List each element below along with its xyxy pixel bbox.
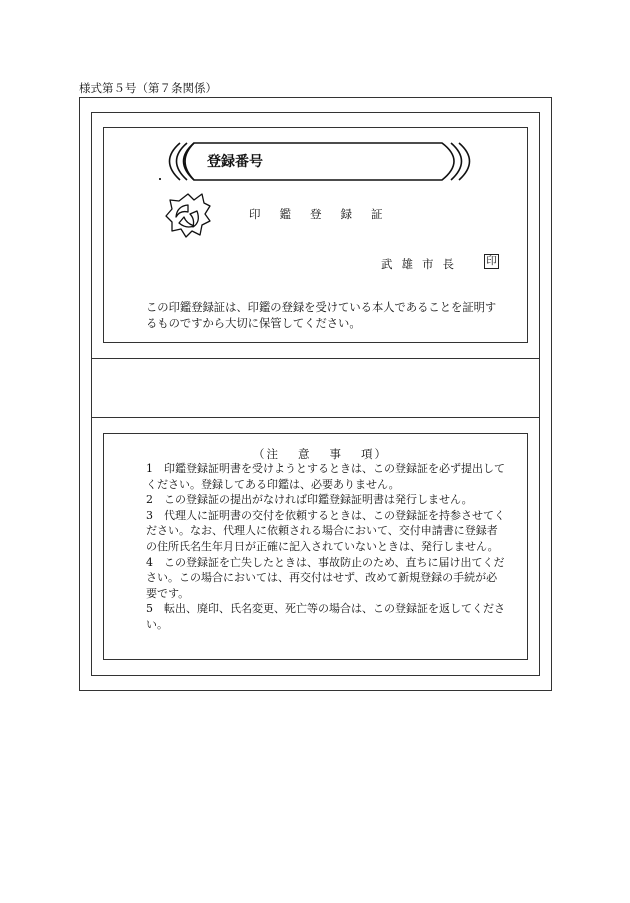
notice-item: 3 代理人に証明書の交付を依頼するときは、この登録証を持参させてください。なお、代理人に依頼される場合において、交付申請書に登録者の住所氏名生年月日が正確に記入されていないときは、発行しません。 bbox=[146, 508, 505, 553]
notice-list bbox=[146, 461, 506, 633]
form-number-label: 様式第５号（第７条関係） bbox=[79, 81, 217, 95]
card-title: 印鑑登録証 bbox=[249, 207, 402, 221]
emblem-mark bbox=[159, 178, 161, 180]
notice-heading bbox=[253, 446, 388, 462]
official-seal: 印 bbox=[484, 254, 499, 269]
issuer-name: 武雄市長 bbox=[381, 257, 463, 271]
notice-heading-close: 項） bbox=[361, 447, 388, 461]
card-statement: この印鑑登録証は、印鑑の登録を受けている本人であることを証明するものですから大切に保管してください。 bbox=[146, 301, 497, 330]
notice-heading-word-1: 意 bbox=[298, 447, 312, 461]
notice-item: 5 転出、廃印、氏名変更、死亡等の場合は、この登録証を返してください。 bbox=[146, 602, 505, 631]
city-emblem-icon bbox=[164, 190, 212, 240]
section-divider-top bbox=[91, 358, 540, 359]
notice-item: 1 印鑑登録証明書を受けようとするときは、この登録証を必ず提出してください。登録してある印鑑は、必要ありません。 bbox=[146, 462, 505, 491]
notice-heading-word-2: 事 bbox=[329, 447, 343, 461]
section-divider-bottom bbox=[91, 417, 540, 418]
registration-number-label: 登録番号 bbox=[207, 154, 263, 170]
notice-heading-open: （注 bbox=[253, 447, 280, 461]
notice-item: 4 この登録証を亡失したときは、事故防止のため、直ちに届け出てください。この場合においては、再交付はせず、改めて新規登録の手続が必要です。 bbox=[146, 555, 505, 600]
notice-item: 2 この登録証の提出がなければ印鑑登録証明書は発行しません。 bbox=[146, 493, 473, 507]
